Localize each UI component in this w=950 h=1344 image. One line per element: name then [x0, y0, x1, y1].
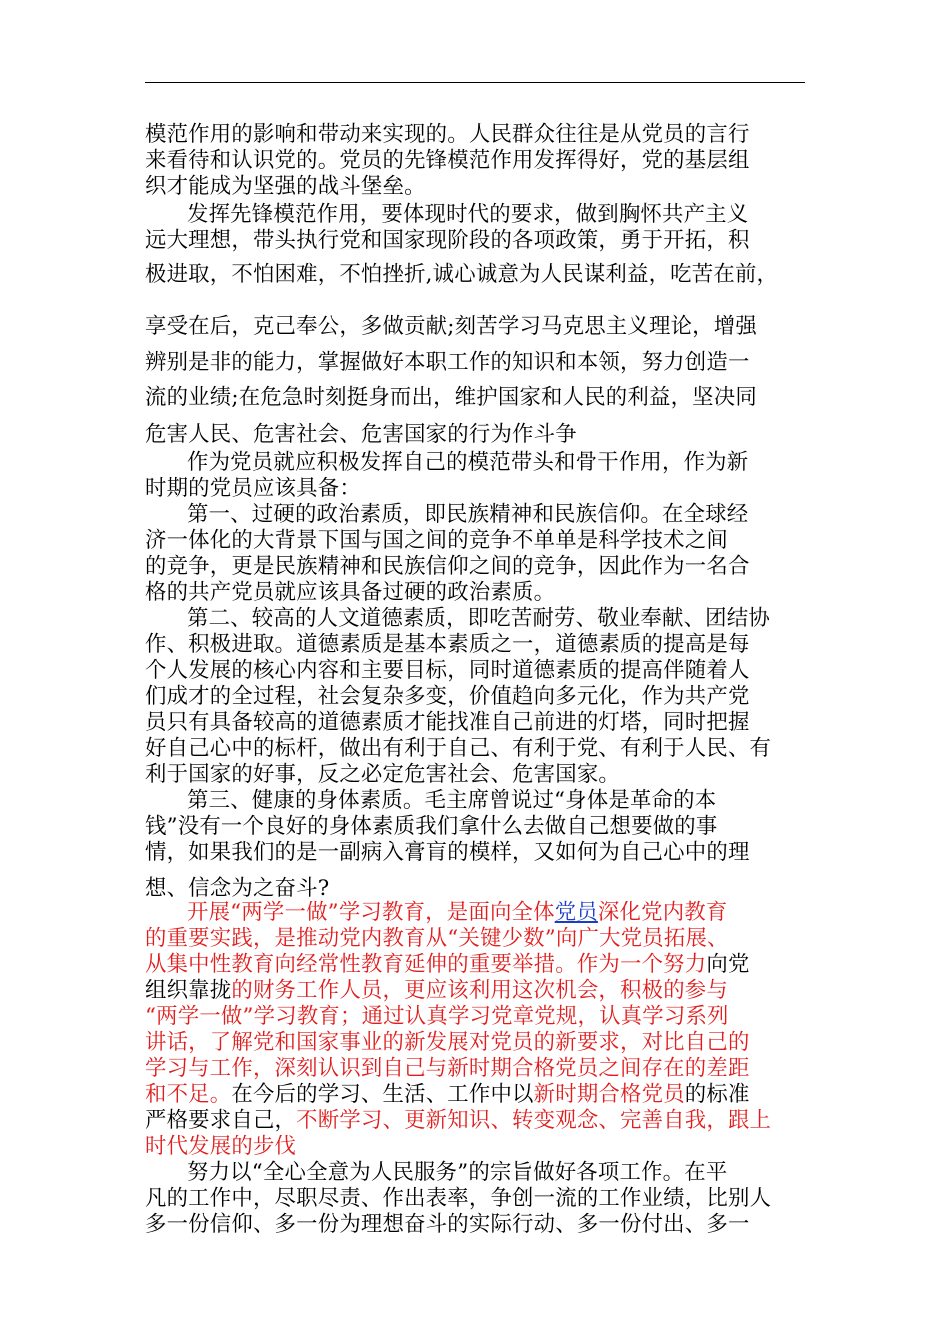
text-line: “两学一做”学习教育；通过认真学习党章党规，认真学习系列 [145, 1004, 729, 1029]
text-line: 发挥先锋模范作用，要体现时代的要求，做到胸怀共产主义 [187, 202, 749, 227]
text-line: 凡的工作中，尽职尽责、作出表率，争创一流的工作业绩，比别人 [145, 1186, 772, 1211]
text-line: 利于国家的好事，反之必定危害社会、危害国家。 [145, 762, 620, 787]
text-line: 多一份信仰、多一份为理想奋斗的实际行动、多一份付出、多一 [145, 1212, 750, 1237]
highlight-text: 新时期合格党员 [533, 1082, 685, 1107]
text-line [145, 1082, 750, 1108]
plain-text: 严格要求自己， [145, 1108, 297, 1133]
text-line [145, 952, 750, 978]
text-line: 想、信念为之奋斗? [145, 876, 330, 901]
text-line: 第三、健康的身体素质。毛主席曾说过“身体是革命的本 [187, 788, 717, 813]
text-line: 危害人民、危害社会、危害国家的行为作斗争 [145, 422, 577, 447]
text-line: 的竞争，更是民族精神和民族信仰之间的竞争，因此作为一名合 [145, 554, 750, 579]
highlight-text: 和不足。 [145, 1082, 232, 1107]
text-line: 第二、较高的人文道德素质，即吃苦耐劳、敬业奉献、团结协 [187, 606, 770, 631]
highlight-text: 深化党内教育 [597, 900, 728, 925]
text-line: 织才能成为坚强的战斗堡垒。 [145, 174, 426, 199]
text-line: 模范作用的影响和带动来实现的。人民群众往往是从党员的言行 [145, 122, 750, 147]
text-line: 情，如果我们的是一副病入膏肓的模样，又如何为自己心中的理 [145, 840, 750, 865]
text-line [145, 1108, 771, 1134]
text-line: 学习与工作，深刻认识到自己与新时期合格党员之间存在的差距 [145, 1056, 750, 1081]
text-line [187, 900, 727, 926]
highlight-text: 的财务工作人员，更应该利用这次机会，积极的参与 [231, 978, 728, 1003]
text-line: 钱”没有一个良好的身体素质我们拿什么去做自己想要做的事 [145, 814, 718, 839]
plain-text: 的标准 [684, 1082, 750, 1107]
text-line: 格的共产党员就应该具备过硬的政治素质。 [145, 580, 556, 605]
text-line: 作、积极进取。道德素质是基本素质之一，道德素质的提高是每 [145, 632, 750, 657]
text-line: 们成才的全过程，社会复杂多变，价值趋向多元化，作为共产党 [145, 684, 750, 709]
text-line: 享受在后，克己奉公，多做贡献;刻苦学习马克思主义理论，增强 [145, 314, 757, 339]
text-line: 好自己心中的标杆，做出有利于自己、有利于党、有利于人民、有 [145, 736, 772, 761]
text-line: 来看待和认识党的。党员的先锋模范作用发挥得好，党的基层组 [145, 148, 750, 173]
plain-text: 向党 [706, 952, 750, 977]
text-line: 辨别是非的能力，掌握做好本职工作的知识和本领，努力创造一 [145, 350, 750, 375]
text-line: 流的业绩;在危急时刻挺身而出，维护国家和人民的利益，坚决同 [145, 385, 757, 410]
text-line: 远大理想，带头执行党和国家现阶段的各项政策，勇于开拓，积 [145, 228, 750, 253]
party-member-link[interactable]: 党员 [554, 900, 598, 925]
highlight-text: 开展“两学一做”学习教育，是面向全体 [187, 900, 555, 925]
plain-text: 在今后的学习、生活、工作中以 [231, 1082, 534, 1107]
text-line: 作为党员就应积极发挥自己的模范带头和骨干作用，作为新 [187, 450, 749, 475]
highlight-text: 不断学习、更新知识、转变观念、完善自我，跟上 [296, 1108, 772, 1133]
text-line: 第一、过硬的政治素质，即民族精神和民族信仰。在全球经 [187, 502, 749, 527]
text-line: 讲话，了解党和国家事业的新发展对党员的新要求，对比自己的 [145, 1030, 750, 1055]
text-line [145, 978, 728, 1004]
text-line: 的重要实践，是推动党内教育从“关键少数”向广大党员拓展、 [145, 926, 729, 951]
text-line: 时期的党员应该具备： [145, 476, 361, 501]
text-line: 努力以“全心全意为人民服务”的宗旨做好各项工作。在平 [187, 1160, 728, 1185]
header-rule [145, 82, 805, 83]
text-line: 时代发展的步伐 [145, 1134, 297, 1159]
plain-text: 组织靠拢 [145, 978, 232, 1003]
highlight-text: 从集中性教育向经常性教育延伸的重要举措。作为一个努力 [145, 952, 707, 977]
text-line: 员只有具备较高的道德素质才能找准自己前进的灯塔，同时把握 [145, 710, 750, 735]
text-line: 个人发展的核心内容和主要目标，同时道德素质的提高伴随着人 [145, 658, 750, 683]
text-line: 济一体化的大背景下国与国之间的竞争不单单是科学技术之间 [145, 528, 728, 553]
text-line: 极进取，不怕困难，不怕挫折,诚心诚意为人民谋利益，吃苦在前， [145, 262, 779, 287]
